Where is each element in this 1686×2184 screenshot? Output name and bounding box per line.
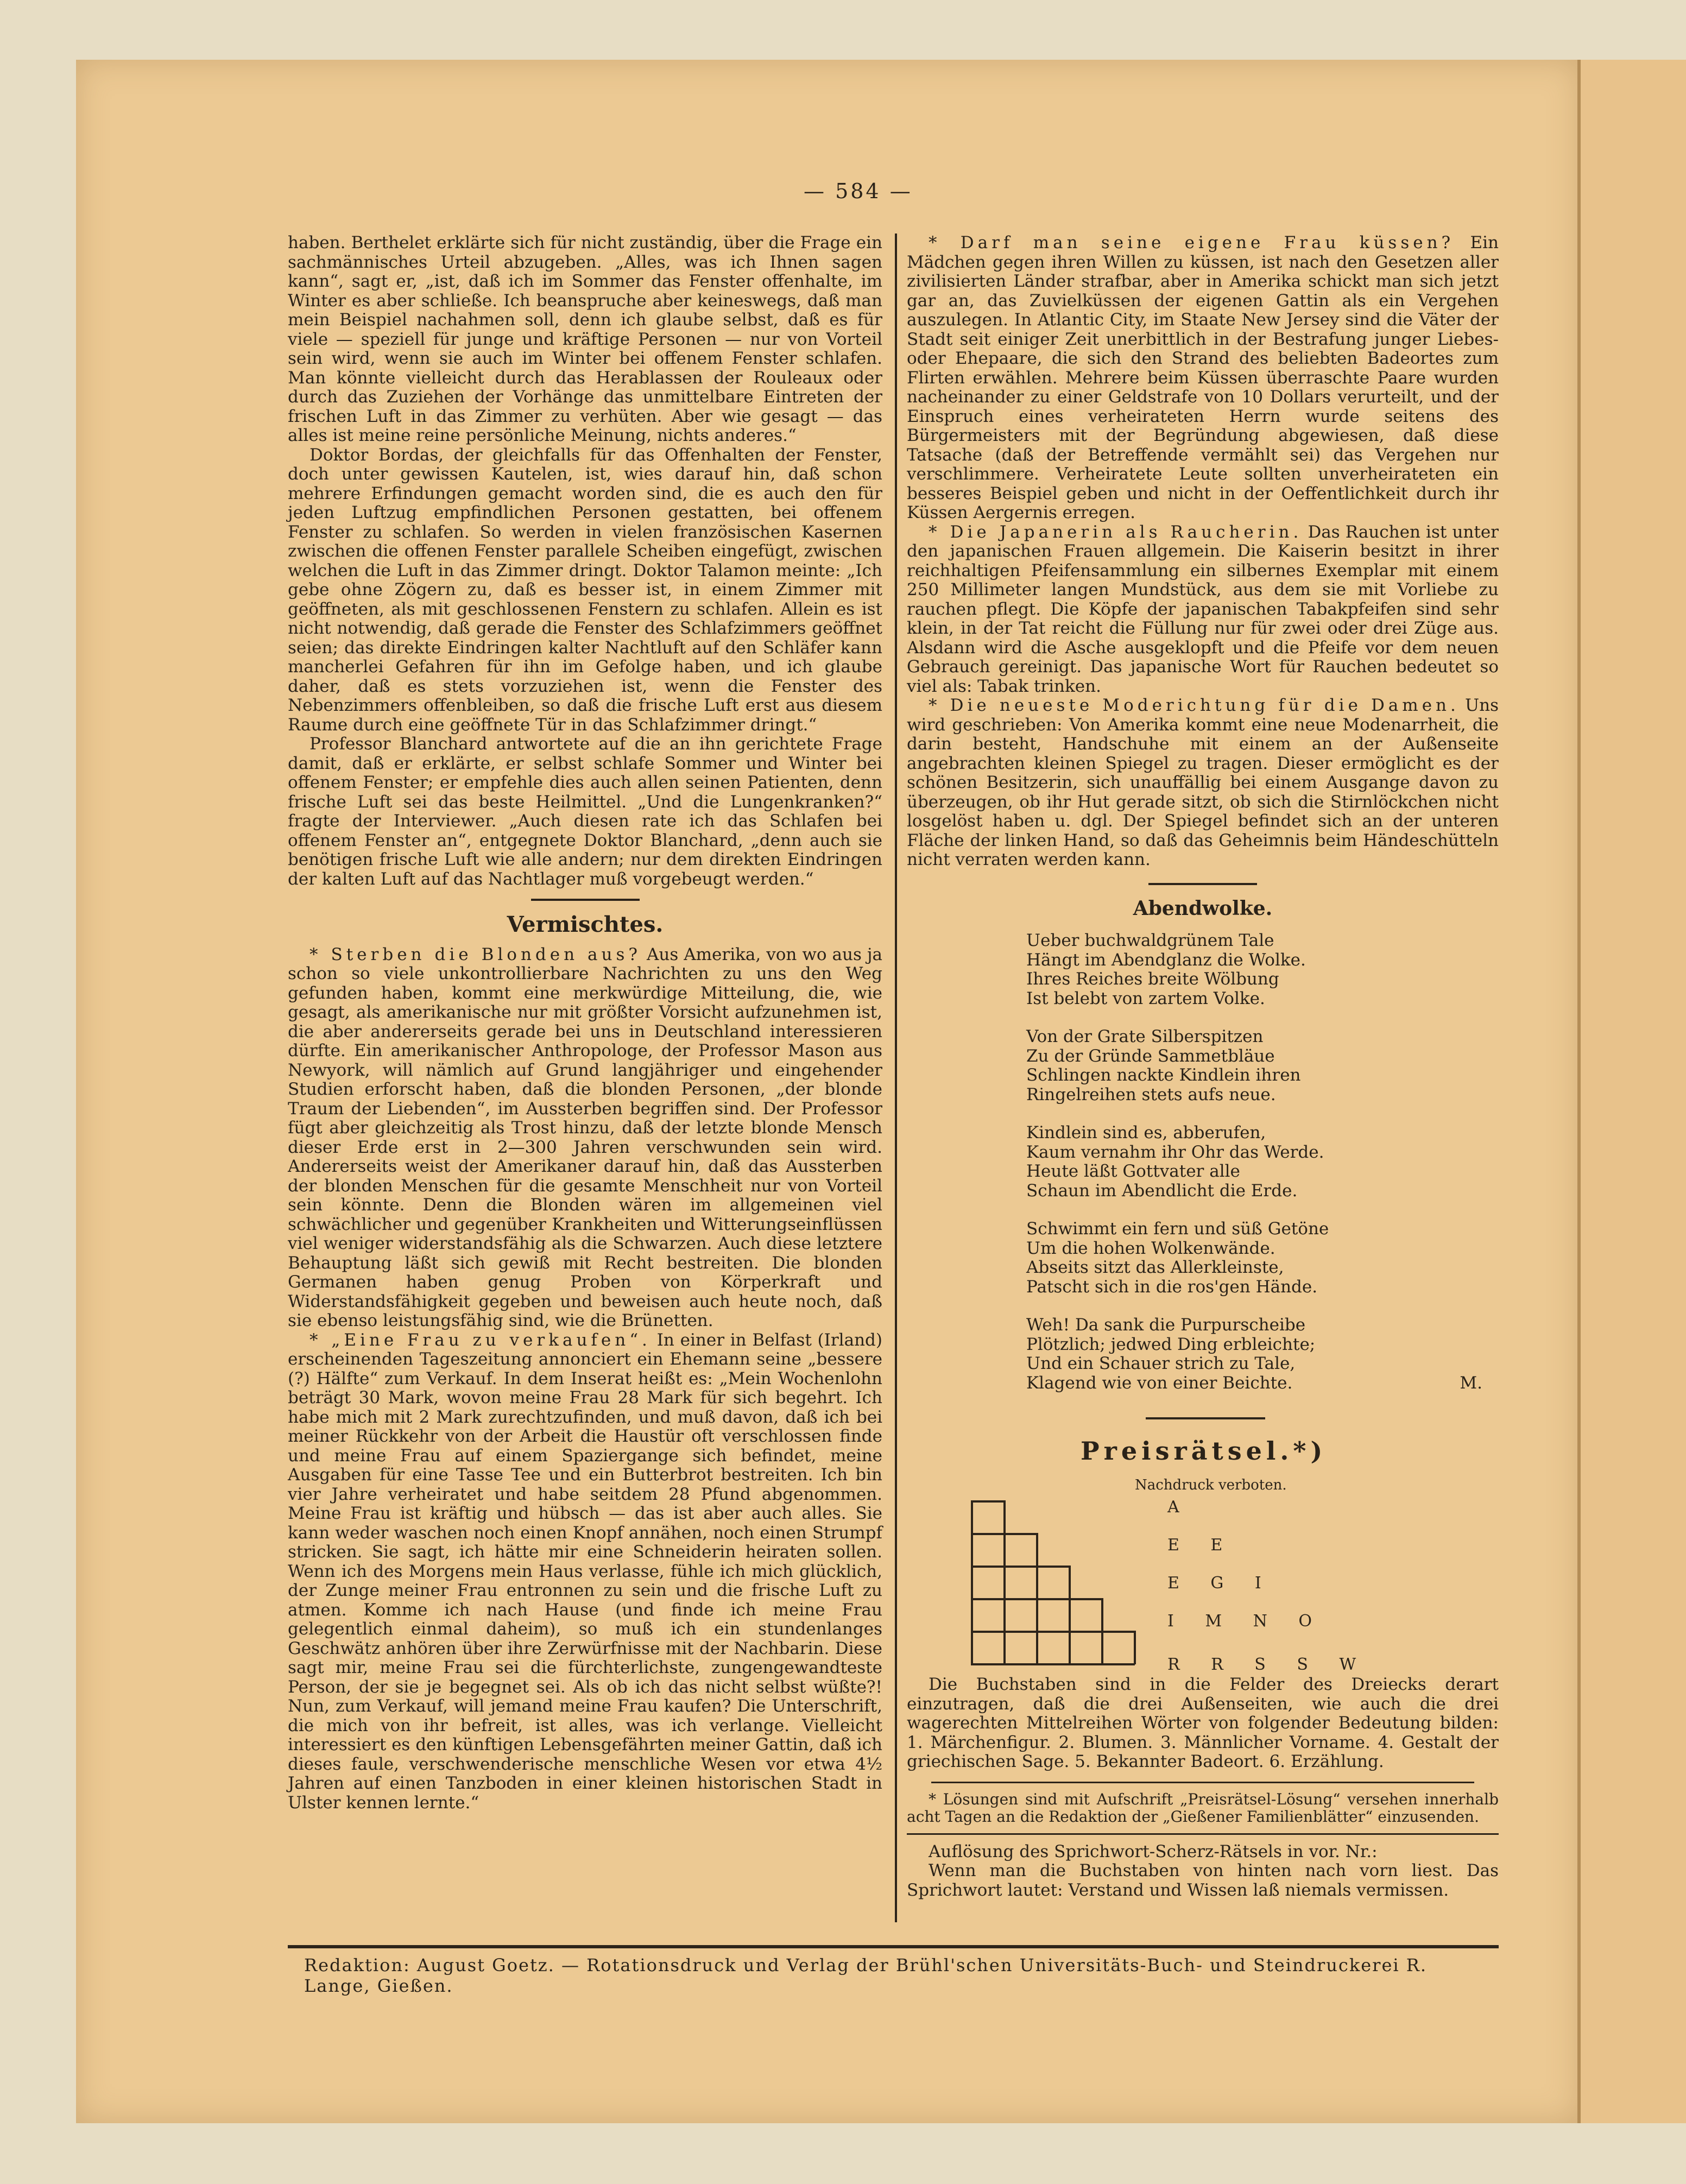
- solution-divider: [907, 1833, 1499, 1835]
- puzzle-triangle: [967, 1496, 1369, 1675]
- puzzle-letters: E E: [1167, 1536, 1236, 1555]
- item-lead: * Sterben die Blonden aus?: [310, 944, 642, 964]
- poem-line: Schlingen nackte Kindlein ihren: [1026, 1065, 1301, 1085]
- footnote-divider: [931, 1782, 1474, 1783]
- poem-line-last: [1026, 1374, 1499, 1393]
- news-item: [907, 523, 1499, 697]
- poem-line: Heute läßt Gottvater alle: [1026, 1162, 1240, 1181]
- article-paragraph: haben. Berthelet erklärte sich für nicht zuständig, über die Frage ein sachmännisches Urteil abzugeben. „Alles, was ich Ihnen sagen kann“, sagt er, „ist, daß ich im Sommer das Fenster offenhalte, im Winter es aber schließe. Ich beanspruche aber keineswegs, daß man mein Beispiel nachahmen soll, denn ich glaube selbst, daß es für viele — speziell für junge und kräftige Personen — nur von Vorteil sein wird, wenn sie auch im Winter bei offenem Fenster schlafen. Man könnte vielleicht durch das Herablassen der Rouleaux oder durch das Zuziehen der Vorhänge das unmittelbare Eintreten der frischen Luft in das Zimmer zu verhüten. Aber wie gesagt — das alles ist meine reine persönliche Meinung, nichts anderes.“: [288, 233, 882, 445]
- item-body: Uns wird geschrieben: Von Amerika kommt eine neue Modenarrheit, die darin besteht, Handschuhe mit einem an der Außenseite angebrachten kleinen Spiegel zu tragen. Dieser ermöglicht es der schönen Besitzerin, sich unauffällig bei einem Ausgange davon zu überzeugen, ob ihr Hut gerade sitzt, ob sich die Stirnlöckchen nicht losgelöst haben u. dgl. Der Spiegel befindet sich an der unteren Fläche der linken Hand, so daß das Geheimnis beim Händeschütteln nicht verraten werden kann.: [907, 696, 1499, 869]
- poem-line: Ist belebt von zartem Volke.: [1026, 988, 1265, 1008]
- news-item: [907, 233, 1499, 523]
- poem-line: Ueber buchwaldgrünem Tale: [1026, 931, 1274, 950]
- poem-stanza: [1026, 931, 1499, 1008]
- poem-line: Abseits sitzt das Allerkleinste,: [1026, 1258, 1284, 1277]
- poem-line: Kaum vernahm ihr Ohr das Werde.: [1026, 1142, 1324, 1162]
- poem-line: Plötzlich; jedwed Ding erbleichte;: [1026, 1334, 1316, 1354]
- poem-line: Hängt im Abendglanz die Wolke.: [1026, 950, 1306, 970]
- poem-line: Patscht sich in die ros'gen Hände.: [1026, 1277, 1318, 1297]
- page-number: — 584 —: [804, 179, 913, 203]
- poem-line: Ihres Reiches breite Wölbung: [1026, 969, 1279, 989]
- item-lead: * Darf man seine eigene Frau küssen?: [929, 233, 1455, 253]
- item-body: Ein Mädchen gegen ihren Willen zu küssen, ist nach den Gesetzen aller zivilisierten Länder strafbar, aber in Amerika schickt man sich jetzt gar an, das Zuvielküssen der eigenen Gattin als ein Vergehen auszulegen. In Atlantic City, im Staate New Jersey sind die Väter der Stadt seit einiger Zeit unerbittlich in der Bestrafung junger Liebes- oder Ehepaare, die sich den Strand des beliebten Badeortes zum Flirten erwählen. Mehrere beim Küssen überraschte Paare wurden nacheinander zu einer Geldstrafe von 10 Dollars verurteilt, und der Einspruch eines verheirateten Herrn wurde seitens des Bürgermeisters mit der Begründung abgewiesen, daß diese Tatsache (daß der Betreffende vermählt sei) das Vergehen nur verschlimmere. Verheiratete Leute sollten unverheirateten ein besseres Beispiel geben und nicht in der Oeffentlichkeit durch ihr Küssen Aergernis erregen.: [907, 233, 1499, 522]
- item-lead: * Die neueste Moderichtung für die Damen.: [929, 696, 1460, 715]
- puzzle-letters: I M N O: [1167, 1612, 1325, 1631]
- poem-stanza: [1026, 1027, 1499, 1104]
- adjacent-page-edge: [1577, 60, 1686, 2123]
- puzzle-instructions: Die Buchstaben sind in die Felder des Dreiecks derart einzutragen, daß die drei Außenseiten, wie auch die drei wagerechten Mittelreihen Wörter von folgender Bedeutung bilden: 1. Märchenfigur. 2. Blumen. 3. Männlicher Vorname. 4. Gestalt der griechischen Sage. 5. Bekannter Badeort. 6. Erzählung.: [907, 1675, 1499, 1771]
- left-column: [288, 233, 882, 1813]
- item-body: In einer in Belfast (Irland) erscheinenden Tageszeitung annonciert ein Ehemann seine „bessere (?) Hälfte“ zum Verkauf. In dem Inserat heißt es: „Mein Wochenlohn beträgt 30 Mark, wovon meine Frau 28 Mark für sich begehrt. Ich habe mich mit 2 Mark zurechtzufinden, und muß davon, daß ich bei meiner Rückkehr von der Arbeit die Haustür oft verschlossen finde und meine Frau auf einem Spaziergange sich befindet, meine Ausgaben für eine Tasse Tee und ein Butterbrot bestreiten. Ich bin vier Jahre verheiratet und habe seitdem 28 Pfund abgenommen. Meine Frau ist kräftig und hübsch — das ist aber auch alles. Sie kann weder waschen noch einen Knopf annähen, noch einen Strumpf stricken. Sie sagt, ich hätte mir eine Schneiderin heiraten sollen. Wenn ich des Morgens mein Haus verlasse, fühle ich mich glücklich, der Zunge meiner Frau entronnen zu sein und die frische Luft zu atmen. Komme ich nach Hause (und finde ich meine Frau gelegentlich einmal daheim), so muß ich ein stundenlanges Geschwätz anhören über ihre Zerwürfnisse mit der Nachbarin. Diese sagt mir, meine Frau sei die fürchterlichste, zungengewandteste Person, der sie je begegnet sei. Als ob ich das nicht selbst wüßte?! Nun, zum Verkauf, will jemand meine Frau kaufen? Die Unterschrift, die mich von ihr befreit, ist alles, was ich verlange. Vielleicht interessiert es den künftigen Lebensgefährten meiner Gattin, daß ich dieses faule, verschwenderische menschliche Wesen vor etwa 4½ Jahren auf einen Tanzboden in einer kleinen historischen Stadt in Ulster kennen lernte.“: [288, 1330, 882, 1813]
- poem-stanza: [1026, 1316, 1499, 1393]
- imprint: Redaktion: August Goetz. — Rotationsdruck und Verlag der Brühl'schen Universitäts-Buch- und Steindruckerei R. Lange, Gießen.: [304, 1955, 1428, 1996]
- poem-line: Von der Grate Silberspitzen: [1026, 1027, 1264, 1046]
- poem-line: Schaun im Abendlicht die Erde.: [1026, 1181, 1298, 1201]
- item-lead: * „Eine Frau zu verkaufen“.: [310, 1330, 651, 1350]
- poem-line: Kindlein sind es, abberufen,: [1026, 1123, 1266, 1143]
- poem-line: Weh! Da sank die Purpurscheibe: [1026, 1315, 1306, 1335]
- news-item: [288, 1331, 882, 1813]
- news-item: [288, 945, 882, 1331]
- poem-line: Klagend wie von einer Beichte.: [1026, 1373, 1293, 1393]
- solution-text: Wenn man die Buchstaben von hinten nach vorn liest. Das Sprichwort lautet: Verstand und Wissen laß niemals vermissen.: [907, 1861, 1499, 1900]
- poem-signature: M.: [1460, 1373, 1482, 1393]
- section-divider: [1146, 1417, 1265, 1419]
- puzzle-instructions-block: [907, 1675, 1499, 1900]
- puzzle-letters: A: [1167, 1498, 1192, 1517]
- section-divider: [531, 899, 640, 901]
- poem-line: Und ein Schauer strich zu Tale,: [1026, 1354, 1296, 1373]
- puzzle-subtitle: Nachdruck verboten.: [1135, 1477, 1287, 1493]
- solution-heading: Auflösung des Sprichwort-Scherz-Rätsels in vor. Nr.:: [929, 1841, 1378, 1861]
- column-divider: [895, 233, 897, 1922]
- footer-rule: [288, 1945, 1499, 1948]
- poem-stanza: [1026, 1220, 1499, 1297]
- puzzle-grid: [972, 1501, 1135, 1664]
- puzzle-letters: E G I: [1167, 1574, 1274, 1593]
- section-divider: [1148, 883, 1257, 885]
- article-paragraph: Professor Blanchard antwortete auf die an ihn gerichtete Frage damit, daß er erklärte, er selbst schlafe Sommer und Winter bei offenem Fenster; er empfehle dies auch allen seinen Patienten, denn frische Luft sei das beste Heilmittel. „Und die Lungenkranken?“ fragte der Interviewer. „Auch diesen rate ich das Schlafen bei offenem Fenster an“, entgegnete Doktor Blanchard, „denn auch sie benötigen frische Luft wie alle andern; nur dem direkten Eindringen der kalten Luft auf das Nachtlager muß vorgebeugt werden.“: [288, 734, 882, 889]
- item-lead: * Die Japanerin als Raucherin.: [929, 522, 1303, 542]
- poem-title: Abendwolke.: [1133, 897, 1273, 920]
- poem-line: Schwimmt ein fern und süß Getöne: [1026, 1219, 1329, 1239]
- item-body: Das Rauchen ist unter den japanischen Frauen allgemein. Die Kaiserin besitzt in ihrer reichhaltigen Pfeifensammlung ein silbernes Exemplar mit einem 250 Millimeter langen Mundstück, aus dem sie mit Vorliebe zu rauchen pflegt. Die Köpfe der japanischen Tabakpfeifen sind sehr klein, in der Tat reicht die Füllung nur für zwei oder drei Züge aus. Alsdann wird die Asche ausgeklopft und die Pfeife vor dem neuen Gebrauch gereinigt. Das japanische Wort für Rauchen bedeutet so viel als: Tabak trinken.: [907, 522, 1499, 696]
- section-heading: Vermischtes.: [507, 912, 664, 937]
- item-body: Aus Amerika, von wo aus ja schon so viele unkontrollierbare Nachrichten zu uns den Weg gefunden haben, kommt eine merkwürdige Mitteilung, die, wie gesagt, als amerikanische nur mit größter Vorsicht aufzunehmen ist, die aber andererseits gerade bei uns in Deutschland interessieren dürfte. Ein amerikanischer Anthropologe, der Professor Mason aus Newyork, will nämlich auf Grund langjähriger und eingehender Studien erforscht haben, daß die blonden Personen, „der blonde Traum der Liebenden“, im Aussterben begriffen sind. Der Professor fügt aber gleichzeitig als Trost hinzu, daß der letzte blonde Mensch dieser Erde erst in 2—300 Jahren verschwunden sein wird. Andererseits weist der Amerikaner darauf hin, daß das Aussterben der blonden Menschen für die gesamte Menschheit nur von Vorteil sein könnte. Denn die Blonden wären im allgemeinen viel schwächlicher und gegenüber Krankheiten und Witterungseinflüssen viel weniger widerstandsfähig als die Schwarzen. Auch diese letztere Behauptung läßt sich gewiß mit Recht bestreiten. Die blonden Germanen haben genug Proben von Körperkraft und Widerstandsfähigkeit gegeben und beweisen auch heute noch, daß sie ebenso leistungsfähig sind, wie die Brünetten.: [288, 944, 882, 1330]
- poem: [1026, 931, 1499, 1412]
- poem-line: Ringelreihen stets aufs neue.: [1026, 1084, 1276, 1104]
- right-column: [907, 233, 1499, 929]
- puzzle-title: Preisrätsel.*): [1081, 1436, 1327, 1466]
- puzzle-letters: R R S S W: [1167, 1655, 1369, 1674]
- poem-stanza: [1026, 1123, 1499, 1201]
- puzzle-footnote: * Lösungen sind mit Aufschrift „Preisrätsel-Lösung“ versehen innerhalb acht Tagen an die Redaktion der „Gießener Familienblätter“ einzusenden.: [907, 1790, 1499, 1826]
- poem-line: Um die hohen Wolkenwände.: [1026, 1238, 1275, 1258]
- news-item: [907, 696, 1499, 870]
- poem-line: Zu der Gründe Sammetbläue: [1026, 1046, 1275, 1066]
- article-paragraph: Doktor Bordas, der gleichfalls für das Offenhalten der Fenster, doch unter gewissen Kautelen, ist, wies darauf hin, daß schon mehrere Erfindungen gemacht worden sind, die es auch den für jeden Luftzug empfindlichen Personen gestatten, bei offenem Fenster zu schlafen. So werden in vielen französischen Kasernen zwischen die offenen Fenster parallele Scheiben eingefügt, zwischen welchen die Luft in das Zimmer dringt. Doktor Talamon meinte: „Ich gebe ohne Zögern zu, daß es besser ist, in einem Zimmer mit geöffneten, als mit geschlossenen Fenstern zu schlafen. Allein es ist nicht notwendig, daß gerade die Fenster des Schlafzimmers geöffnet seien; das direkte Eindringen kalter Nachtluft auf den Schläfer kann mancherlei Gefahren für ihn im Gefolge haben, und ich glaube daher, daß es stets vorzuziehen ist, wenn die Fenster des Nebenzimmers offenbleiben, so daß die frische Luft erst aus diesem Raume durch eine geöffnete Tür in das Schlafzimmer dringt.“: [288, 445, 882, 735]
